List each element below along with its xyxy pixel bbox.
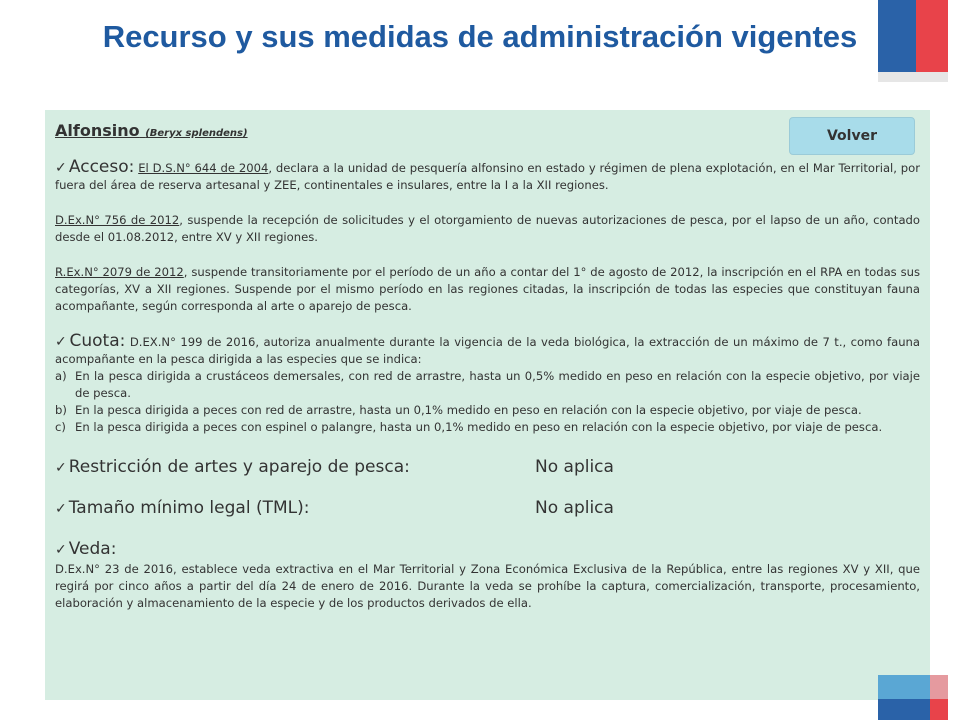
species-heading [55, 120, 920, 145]
cuota-item-text: En la pesca dirigida a crustáceos demersales, con red de arrastre, hasta un 0,5% medido en peso en relación con la especie objetivo, por viaje de pesca. [75, 369, 920, 400]
acceso-ref-1: El D.S.N° 644 de 2004 [138, 161, 269, 175]
acceso-text-1: , declara a la unidad de pesquería alfonsino en estado y régimen de plena explotación, en el Mar Territorial, por fuera del área de reserva artesanal y ZEE, continentales e insulares, entre la I a la XII regiones. [55, 161, 921, 192]
restriccion-label-wrap [55, 456, 535, 479]
cuota-section [55, 333, 920, 368]
acceso-text-3: , suspende transitoriamente por el período de un año a contar del 1° de agosto de 2012, la inscripción en el RPA en todas sus categorías, XV a XII regiones. Suspende por el mismo período en las regiones citadas, la inscripción de todas las especies que constituyan fauna acompañante, según corresponda al arte o aparejo de pesca. [55, 265, 921, 313]
flag-blue-block [878, 699, 930, 720]
cuota-item-marker: a) [55, 369, 67, 383]
veda-text: D.Ex.N° 23 de 2016, establece veda extractiva en el Mar Territorial y Zona Económica Exclusiva de la República, entre las regiones XV y XII, que regirá por cinco años a partir del día 24 de enero de 2016. Durante la veda se prohíbe la captura, comercialización, transporte, procesamiento, elaboración y almacenamiento de la especie y de los productos derivados de ella. [55, 562, 920, 610]
content-body [55, 120, 920, 612]
volver-button[interactable]: Volver [789, 117, 915, 155]
tml-value: No aplica [535, 498, 614, 518]
acceso-ref-2: D.Ex.N° 756 de 2012 [55, 213, 180, 227]
page-title: Recurso y sus medidas de administración vigentes [102, 19, 858, 54]
veda-label: Veda: [68, 539, 117, 559]
cuota-item-marker: b) [55, 403, 67, 417]
species-scientific-name: (Beryx splendens) [145, 128, 248, 139]
flag-red-block [930, 699, 948, 720]
flag-lightblue-block [878, 675, 930, 699]
acceso-text-2: , suspende la recepción de solicitudes y el otorgamiento de nuevas autorizaciones de pesca, por el lapso de un año, contado desde el 01.08.2012, entre XV y XII regiones. [55, 213, 920, 244]
checkmark-icon: ✓ [55, 160, 67, 176]
tml-label-wrap [55, 497, 535, 520]
acceso-ref-3: R.Ex.N° 2079 de 2012 [55, 265, 184, 279]
flag-blue-stripe [878, 0, 916, 72]
cuota-item [55, 402, 920, 419]
checkmark-icon: ✓ [55, 542, 67, 558]
species-name: Alfonsino [55, 121, 140, 140]
flag-red-stripe [916, 0, 948, 72]
cuota-item [55, 368, 920, 402]
checkmark-icon: ✓ [55, 334, 68, 350]
flag-white-stripe [878, 72, 948, 82]
flag-logo-top [878, 0, 948, 82]
veda-heading [55, 538, 920, 561]
tml-row [55, 497, 920, 520]
restriccion-label: Restricción de artes y aparejo de pesca: [68, 457, 410, 477]
acceso-section [55, 159, 920, 194]
cuota-text: D.EX.N° 199 de 2016, autoriza anualmente durante la vigencia de la veda biológica, la extracción de un máximo de 7 t., como fauna acompañante en la pesca dirigida a las especies que se indica: [55, 335, 920, 366]
acceso-paragraph-3 [55, 264, 920, 315]
acceso-label: Acceso: [68, 157, 135, 177]
flag-logo-bottom [878, 675, 948, 720]
cuota-item-marker: c) [55, 420, 66, 434]
checkmark-icon: ✓ [55, 460, 67, 476]
cuota-item-text: En la pesca dirigida a peces con red de arrastre, hasta un 0,1% medido en peso en relación con la especie objetivo, por viaje de pesca. [75, 403, 862, 417]
cuota-item [55, 419, 920, 436]
restriccion-value: No aplica [535, 457, 614, 477]
flag-pink-block [930, 675, 948, 699]
tml-label: Tamaño mínimo legal (TML): [68, 498, 310, 518]
cuota-item-text: En la pesca dirigida a peces con espinel o palangre, hasta un 0,1% medido en peso en relación con la especie objetivo, por viaje de pesca. [75, 420, 883, 434]
cuota-label: Cuota: [69, 331, 126, 351]
checkmark-icon: ✓ [55, 501, 67, 517]
restriccion-row [55, 456, 920, 479]
acceso-paragraph-2 [55, 212, 920, 246]
